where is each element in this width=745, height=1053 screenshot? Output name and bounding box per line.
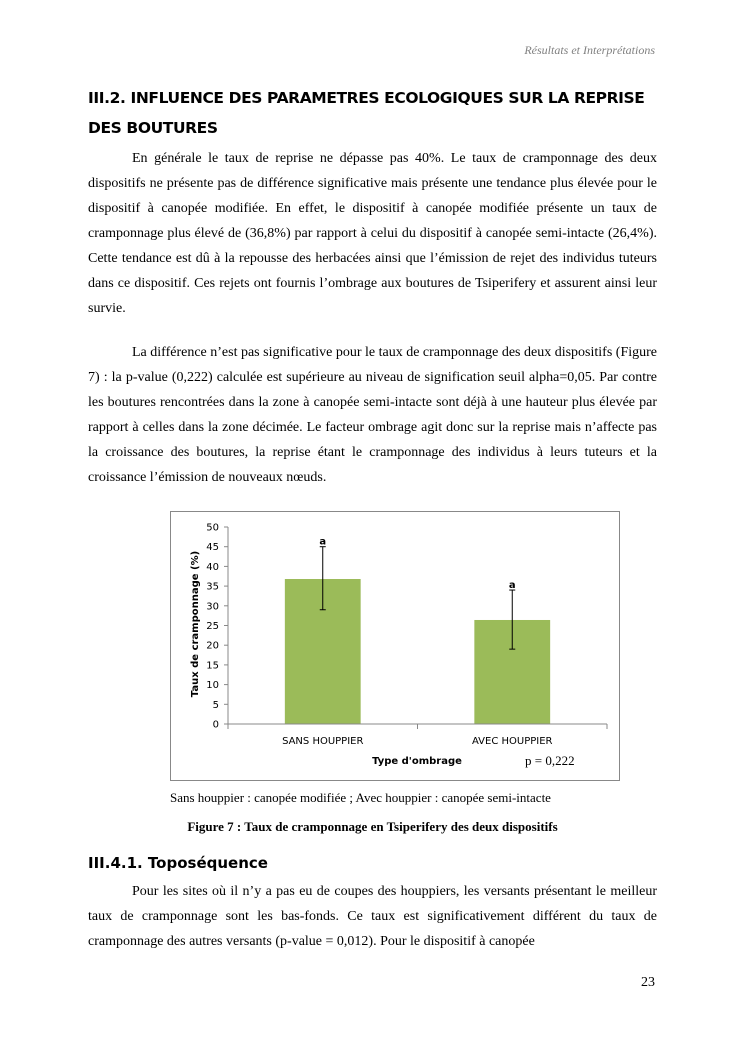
figure-title: Figure 7 : Taux de cramponnage en Tsiperifery des deux dispositifs bbox=[187, 819, 558, 834]
y-axis bbox=[206, 523, 228, 731]
x-tick-label: SANS HOUPPIER bbox=[282, 736, 364, 747]
figure-caption: Sans houppier : canopée modifiée ; Avec houppier : canopée semi-intacte bbox=[170, 790, 551, 805]
paragraph-1: En générale le taux de reprise ne dépasse pas 40%. Le taux de cramponnage des deux dispositifs ne présente pas de différence significative mais présente une tendance plus élevée pour le dispositif à canopée modifiée. En effet, le dispositif à canopée modifiée présente un taux de cramponnage plus élevé de (36,8%) par rapport à celui du dispositif à canopée semi-intacte (26,4%). Cette tendance est dû à la repousse des herbacées ainsi que l’émission de rejet des individus tuteurs dans ce dispositif. Ces rejets ont fournis l’ombrage aux boutures de Tsiperifery et assurent ainsi leur survie. bbox=[88, 151, 657, 316]
significance-letter: a bbox=[508, 580, 516, 592]
p-value-annotation: p = 0,222 bbox=[525, 753, 575, 768]
paragraph-3: Pour les sites où il n’y a pas eu de coupes des houppiers, les versants présentant le meilleur taux de cramponnage sont les bas-fonds. Ce taux est significativement différent du taux de cramponnage des autres versants (p-value = 0,012). Pour le dispositif à canopée bbox=[88, 884, 657, 949]
subsection-title: III.4.1. Toposéquence bbox=[88, 854, 268, 872]
section-title: III.2. INFLUENCE DES PARAMETRES ECOLOGIQUES SUR LA REPRISE bbox=[88, 89, 645, 107]
x-axis-label: Type d'ombrage bbox=[372, 756, 462, 767]
y-tick-label: 50 bbox=[206, 522, 219, 534]
page-number: 23 bbox=[641, 975, 655, 990]
section-title-continued: DES BOUTURES bbox=[88, 119, 218, 137]
y-tick-label: 45 bbox=[206, 542, 219, 554]
paragraph-2: La différence n’est pas significative pour le taux de cramponnage des deux dispositifs (Figure 7) : la p-value (0,222) calculée est supérieure au niveau de signification seuil alpha=0,05. Par contre les boutures rencontrées dans la zone à canopée semi-intacte sont déjà à une hauteur plus élevée par rapport à celles dans la zone décimée. Le facteur ombrage agit donc sur la reprise mais n’affecte pas la croissance des boutures, la reprise étant le cramponnage des individus à leurs tuteurs et la croissance l’émission de nouveaux nœuds. bbox=[88, 345, 657, 485]
significance-letter: a bbox=[319, 536, 327, 548]
x-axis bbox=[228, 724, 607, 747]
bars bbox=[285, 579, 550, 724]
y-tick-label: 25 bbox=[206, 621, 219, 632]
x-tick-label: AVEC HOUPPIER bbox=[471, 736, 553, 747]
y-tick-label: 30 bbox=[206, 601, 219, 613]
y-tick-label: 15 bbox=[206, 660, 219, 672]
bar-chart bbox=[171, 512, 621, 782]
y-tick-label: 10 bbox=[206, 680, 219, 692]
figure-7 bbox=[170, 511, 620, 781]
y-tick-label: 35 bbox=[206, 581, 219, 593]
y-tick-label: 0 bbox=[212, 719, 219, 731]
y-tick-label: 5 bbox=[212, 699, 219, 711]
running-header: Résultats et Interprétations bbox=[524, 43, 655, 57]
y-tick-label: 40 bbox=[206, 561, 219, 573]
y-axis-label: Taux de cramponnage (%) bbox=[190, 550, 201, 698]
y-tick-label: 20 bbox=[206, 640, 219, 652]
